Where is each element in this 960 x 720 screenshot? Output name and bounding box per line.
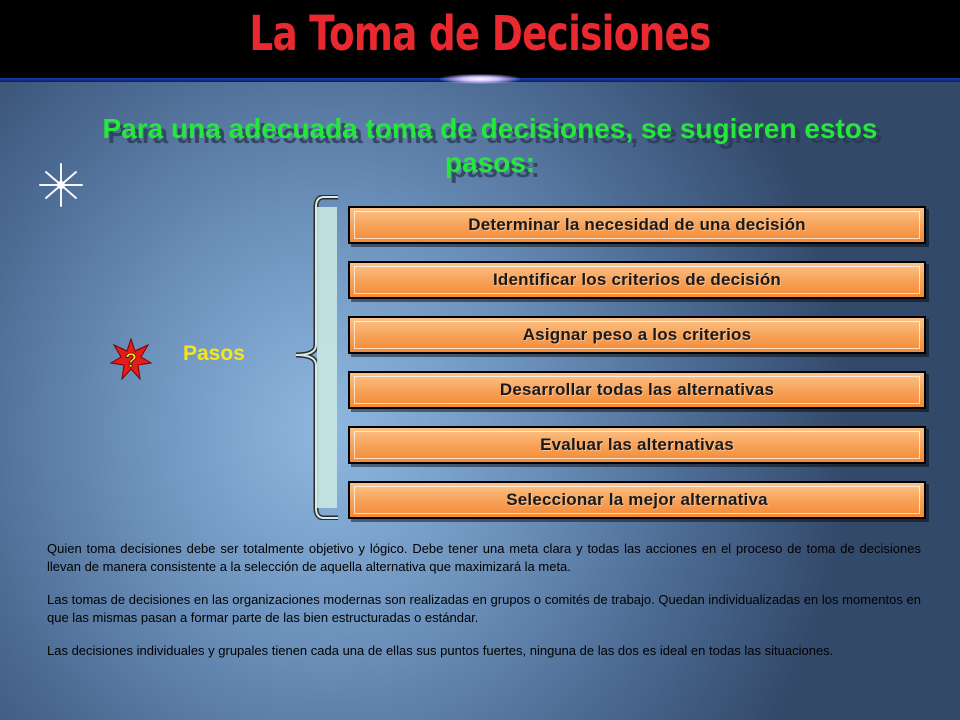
step-box: [348, 316, 926, 354]
step-label: Asignar peso a los criterios: [522, 325, 752, 344]
title-glow: [440, 74, 520, 84]
pasos-label: Pasos: [183, 342, 245, 365]
question-burst-icon: [110, 338, 152, 380]
step-label: Seleccionar la mejor alternativa: [506, 490, 768, 509]
step-label: Determinar la necesidad de una decisión: [468, 215, 806, 234]
step-label: Desarrollar todas las alternativas: [499, 380, 775, 399]
paragraph: Las decisiones individuales y grupales tienen cada una de ellas sus puntos fuertes, ninguna de las dos es ideal en todas las situaciones.: [47, 643, 834, 658]
step-box: [348, 206, 926, 244]
step-box: [348, 426, 926, 464]
step-box: [348, 481, 926, 519]
slide-subtitle: Para una adecuada toma de decisiones, se sugieren estos pasos:: [102, 113, 878, 178]
paragraph: Quien toma decisiones debe ser totalmente objetivo y lógico. Debe tener una meta clara y todas las acciones en el proceso de toma de decisiones llevan de manera consistente a la selección de aquella alternativa que maximizará la meta.: [47, 541, 921, 574]
step-box: [348, 371, 926, 409]
burst-glyph: ?: [124, 350, 138, 372]
sparkle-icon: [36, 162, 86, 208]
step-label: Evaluar las alternativas: [540, 435, 734, 454]
slide-title: La Toma de Decisiones: [249, 6, 711, 62]
brace-icon: [290, 195, 350, 520]
steps-list: [348, 206, 926, 536]
body-text: [47, 540, 921, 676]
step-label: Identificar los criterios de decisión: [493, 270, 781, 289]
paragraph: Las tomas de decisiones en las organizaciones modernas son realizadas en grupos o comités de trabajo. Quedan individualizadas en los momentos en que las mismas pasan a formar parte de las bien estructuradas o estándar.: [47, 592, 921, 625]
step-box: [348, 261, 926, 299]
